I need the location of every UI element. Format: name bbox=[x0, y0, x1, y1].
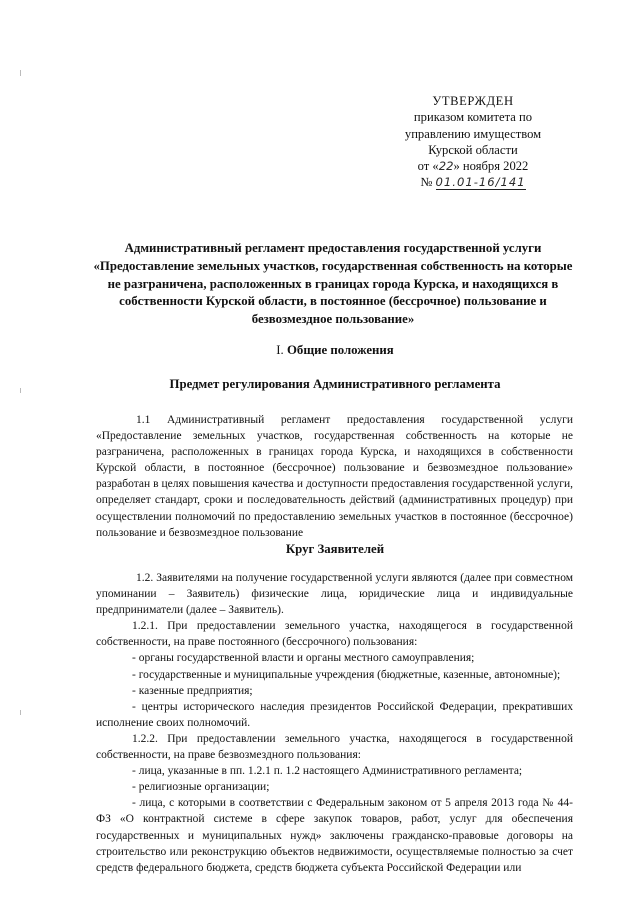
body-block-applicants bbox=[96, 570, 573, 876]
list-item: - казенные предприятия; bbox=[132, 684, 253, 697]
list-item: - лица, указанные в пп. 1.2.1 п. 1.2 настоящего Административного регламента; bbox=[132, 765, 523, 778]
document-title: Административный регламент предоставления государственной услуги «Предоставление земельных участков, государственная собственность на которые не разграничена, расположенных в границах города Курска, и находящихся в собственности Курской области, в постоянное (бессрочное) пользование и безвозмездное пользование» bbox=[93, 241, 573, 327]
section-heading-applicants: Круг Заявителей bbox=[285, 542, 385, 556]
list-item: - лица, с которыми в соответствии с Федеральным законом от 5 апреля 2013 года № 44-ФЗ «О контрактной системе в сфере закупок товаров, работ, услуг для обеспечения государственных и муниципальных нужд» заключены гражданско-правовые договоры на строительство или реконструкцию объектов недвижимости, осуществляемые полностью за счет средств федерального бюджета, средств бюджета субъекта Российской Федерации или bbox=[96, 797, 573, 874]
list-item: - религиозные организации; bbox=[132, 781, 270, 794]
date-prefix: от « bbox=[417, 159, 439, 174]
body-block-subject bbox=[96, 412, 573, 541]
list-item: - центры исторического наследия президентов Российской Федерации, прекративших исполнение своих полномочий. bbox=[96, 700, 573, 729]
approval-number bbox=[388, 174, 558, 190]
section-number: I. bbox=[276, 343, 284, 357]
margin-mark bbox=[20, 710, 21, 715]
number-handwritten: 01.01-16/141 bbox=[435, 175, 526, 190]
number-prefix: № bbox=[420, 175, 433, 190]
list-item: - государственные и муниципальные учреждения (бюджетные, казенные, автономные); bbox=[132, 668, 561, 681]
approval-line: приказом комитета по bbox=[413, 110, 533, 125]
paragraph-1-1: 1.1 Административный регламент предоставления государственной услуги «Предоставление земельных участков, государственная собственность на которые не разграничена, расположенных в границах города Курска, и находящихся в собственности Курской области, в постоянное (бессрочное) пользование и безвозмездное пользование» разработан в целях повышения качества и доступности предоставления государственной услуги, определяет стандарт, сроки и последовательность действий (административных процедур) при осуществлении полномочий по предоставлению земельных участков в постоянное (бессрочное) пользование и безвозмездное пользование bbox=[96, 414, 573, 539]
approval-date bbox=[388, 158, 558, 174]
approval-line: Курской области bbox=[428, 142, 518, 157]
paragraph-1-2-2: 1.2.2. При предоставлении земельного участка, находящегося в государственной собственности, на праве безвозмездного пользования: bbox=[96, 732, 573, 762]
date-suffix: » ноября 2022 bbox=[453, 159, 529, 174]
margin-mark bbox=[20, 70, 21, 76]
list-item: - органы государственной власти и органы местного самоуправления; bbox=[132, 652, 475, 665]
approval-line: управлению имуществом bbox=[404, 126, 542, 141]
section-label: Общие положения bbox=[286, 343, 394, 357]
margin-mark bbox=[20, 388, 21, 393]
approval-title: УТВЕРЖДЕН bbox=[432, 94, 514, 108]
section-heading-general bbox=[90, 343, 580, 358]
paragraph-1-2-1: 1.2.1. При предоставлении земельного участка, находящегося в государственной собственности, на праве постоянного (бессрочного) пользования: bbox=[96, 620, 573, 649]
approval-stamp bbox=[388, 93, 558, 191]
date-day-handwritten: 22 bbox=[438, 159, 454, 174]
paragraph-1-2: 1.2. Заявителями на получение государственной услуги являются (далее при совместном упоминании – Заявитель) физические лица, юридические лица и индивидуальные предприниматели (далее – Заявитель). bbox=[96, 572, 573, 617]
section-heading-subject: Предмет регулирования Административного регламента bbox=[169, 377, 501, 391]
